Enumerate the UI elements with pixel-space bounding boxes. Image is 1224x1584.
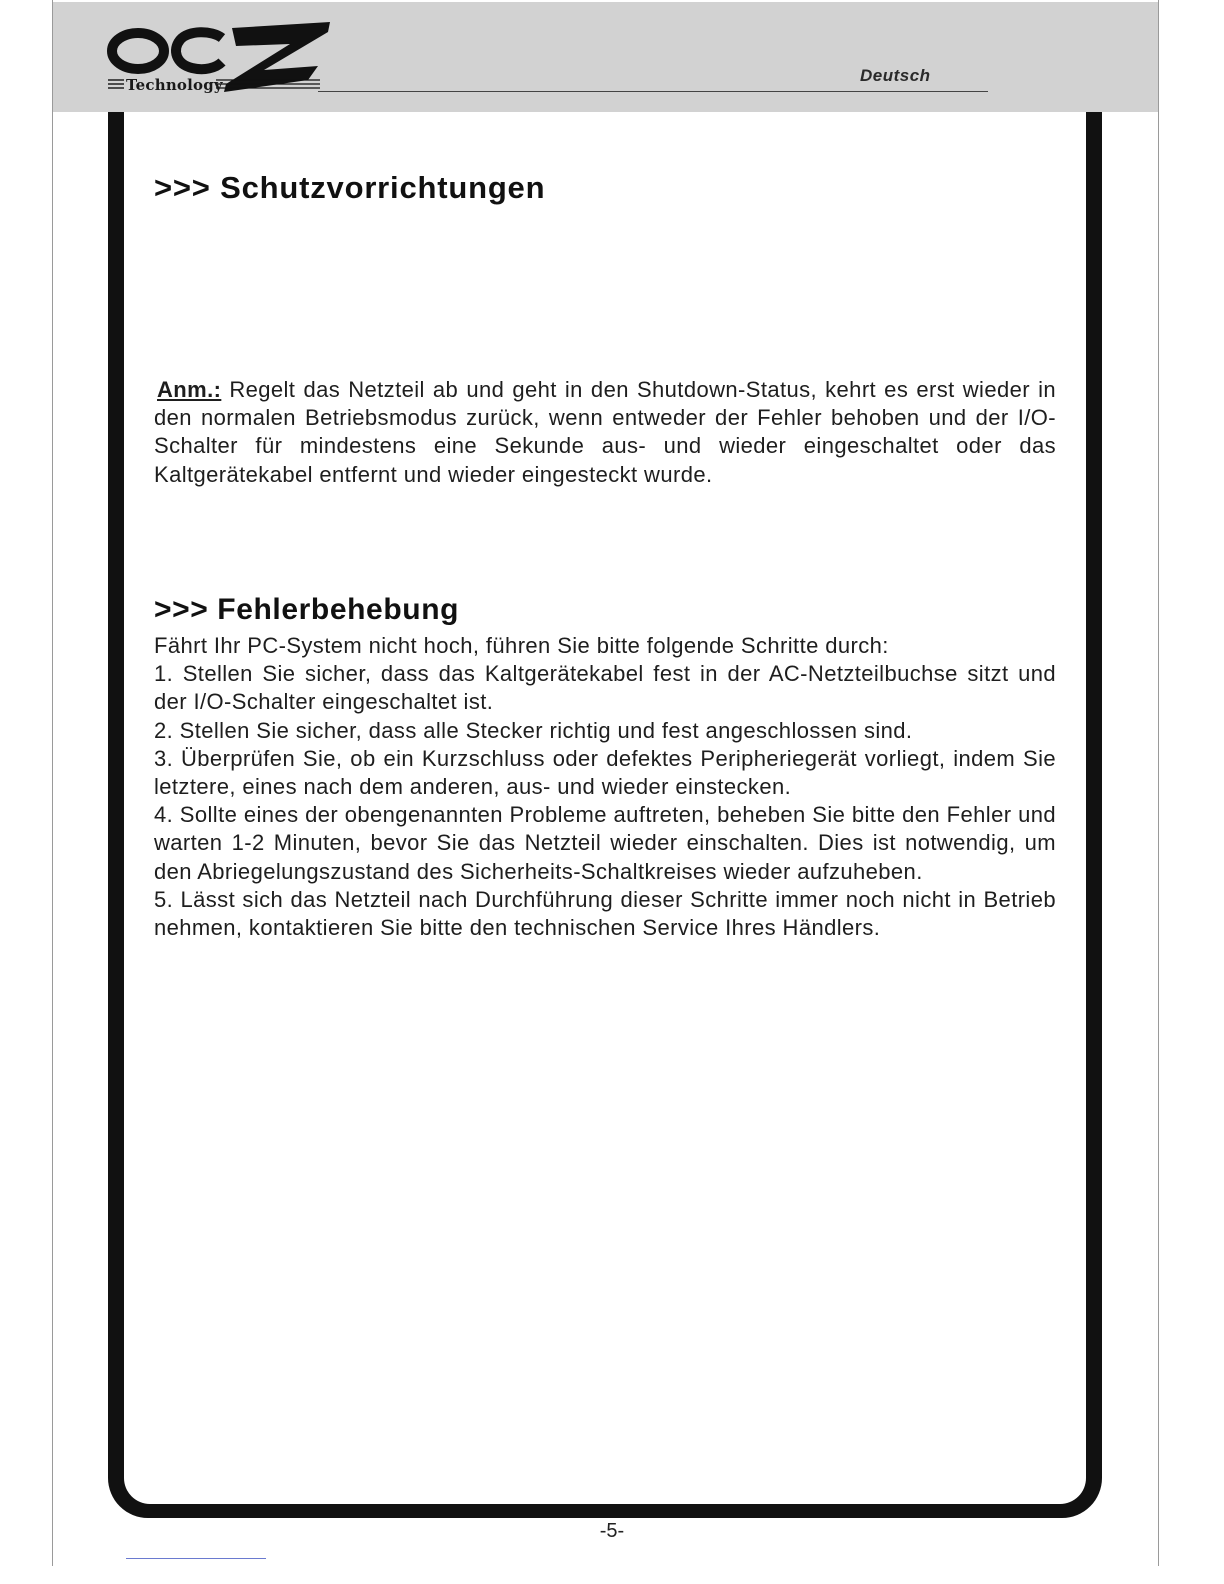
troubleshooting-intro: Fährt Ihr PC-System nicht hoch, führen Sie bitte folgende Schritte durch: — [154, 633, 889, 658]
troubleshooting-step: 4. Sollte eines der obengenannten Probleme auftreten, beheben Sie bitte den Fehler und warten 1-2 Minuten, bevor Sie das Netzteil wieder einschalten. Dies ist notwendig, um den Abriegelungszustand des Sicherheits-Schaltkreises wieder aufzuheben. — [154, 802, 1056, 884]
section-title-protection: >>> Schutzvorrichtungen — [154, 170, 546, 205]
header-rule — [318, 91, 988, 92]
troubleshooting-step: 5. Lässt sich das Netzteil nach Durchführung dieser Schritte immer noch nicht in Betrieb nehmen, kontaktieren Sie bitte den technischen Service Ihres Händlers. — [154, 886, 1056, 941]
troubleshooting-step: 2. Stellen Sie sicher, dass alle Stecker richtig und fest angeschlossen sind. — [154, 717, 913, 743]
language-label: Deutsch — [860, 66, 931, 85]
page-edge-left — [52, 0, 53, 1566]
note-label: Anm.: — [157, 377, 222, 402]
troubleshooting-step: 3. Überprüfen Sie, ob ein Kurzschluss oder defektes Peripheriegerät vorliegt, indem Sie letztere, eines nach dem anderen, aus- und wieder einstecken. — [154, 745, 1056, 800]
note-paragraph — [154, 376, 1056, 489]
troubleshooting-step: 1. Stellen Sie sicher, dass das Kaltgerätekabel fest in der AC-Netzteilbuchse sitzt und der I/O-Schalter eingeschaltet ist. — [154, 661, 1056, 715]
section-title-troubleshooting: >>> Fehlerbehebung — [154, 593, 460, 626]
logo-tagline: Technology — [126, 76, 223, 94]
page-edge-right — [1158, 0, 1159, 1566]
footer-rule — [126, 1558, 266, 1559]
note-text: Regelt das Netzteil ab und geht in den Shutdown-Status, kehrt es erst wieder in den normalen Betriebsmodus zurück, wenn entweder der Fehler behoben und der I/O-Schalter für mindestens eine Sekunde aus- und wieder eingeschaltet oder das Kaltgerätekabel entfernt und wieder eingesteckt wurde. — [154, 377, 1056, 487]
troubleshooting-body — [154, 632, 1056, 942]
page-number: -5- — [599, 1520, 625, 1542]
